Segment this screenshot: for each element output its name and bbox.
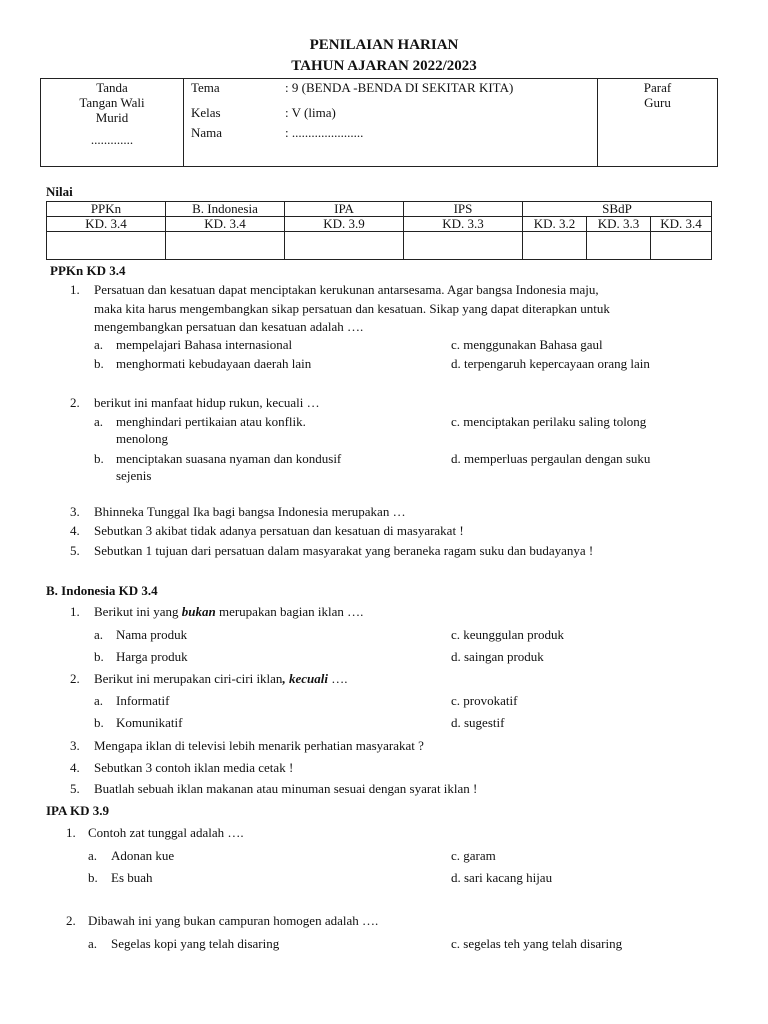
option-marker: b. [94,356,104,371]
sign-dots: ............. [90,132,134,147]
section-heading-ipa: IPA KD 3.9 [46,803,109,818]
question-text: Buatlah sebuah iklan makanan atau minuman sesuai dengan syarat iklan ! [94,781,478,796]
option-text: Komunikatif [116,715,183,730]
sign-label: Tanda [96,80,128,95]
option-marker: a. [94,627,104,642]
tema-value: : 9 (BENDA -BENDA DI SEKITAR KITA) [285,80,514,95]
identity-box [40,78,718,167]
option-text: d. sugestif [451,715,505,730]
page-subtitle: TAHUN AJARAN 2022/2023 [291,58,477,74]
nama-value: : ...................... [285,125,364,140]
kd-header: KD. 3.4 [651,217,712,232]
question-number: 5. [70,781,80,796]
nilai-label: Nilai [46,184,73,199]
question-text: mengembangkan persatuan dan kesatuan adalah …. [94,319,364,334]
kelas-value: : V (lima) [285,105,336,120]
kd-header: KD. 3.2 [523,217,587,232]
option-marker: b. [94,649,104,664]
option-text: Harga produk [116,649,188,664]
kd-header: KD. 3.9 [285,217,404,232]
kd-header: KD. 3.3 [404,217,523,232]
tema-label: Tema [191,80,220,95]
option-text: d. terpengaruh kepercayaan orang lain [451,356,650,371]
option-text: c. garam [451,848,496,863]
kd-header: KD. 3.3 [587,217,651,232]
question-number: 4. [70,523,80,538]
option-text: Adonan kue [111,848,175,863]
question-text: Dibawah ini yang bukan campuran homogen adalah …. [88,913,379,928]
section-heading-ppkn: PPKn KD 3.4 [50,263,126,278]
section-heading-bindo: B. Indonesia KD 3.4 [46,583,158,598]
question-text: Bhinneka Tunggal Ika bagi bangsa Indonesia merupakan … [94,504,406,519]
question-number: 4. [70,760,80,775]
question-text: Contoh zat tunggal adalah …. [88,825,244,840]
subject-header: IPA [285,202,404,217]
option-text: Nama produk [116,627,188,642]
score-cell[interactable] [651,232,712,260]
score-cell[interactable] [166,232,285,260]
question-number: 1. [70,604,80,619]
question-text: maka kita harus mengembangkan sikap persatuan dan kesatuan. Sikap yang dapat diterapkan untuk [94,301,610,316]
option-text: d. memperluas pergaulan dengan suku [451,451,651,466]
option-text: menghindari pertikaian atau konflik. [116,414,306,429]
option-marker: a. [94,414,104,429]
option-text: c. segelas teh yang telah disaring [451,936,623,951]
option-marker: a. [94,337,104,352]
score-cell[interactable] [523,232,587,260]
question-number: 5. [70,543,80,558]
question-text: Mengapa iklan di televisi lebih menarik perhatian masyarakat ? [94,738,424,753]
option-text: sejenis [116,468,152,483]
question-text: Sebutkan 3 akibat tidak adanya persatuan dan kesatuan di masyarakat ! [94,523,464,538]
score-cell[interactable] [404,232,523,260]
option-text: c. menciptakan perilaku saling tolong [451,414,647,429]
question-number: 1. [70,282,80,297]
kd-header: KD. 3.4 [47,217,166,232]
subject-header: PPKn [47,202,166,217]
subject-header: SBdP [523,202,712,217]
parent-signature-cell [41,79,184,167]
question-text: Persatuan dan kesatuan dapat menciptakan kerukunan antarsesama. Agar bangsa Indonesia maju, [94,282,599,297]
option-marker: b. [94,451,104,466]
option-text: d. saingan produk [451,649,544,664]
option-text: c. menggunakan Bahasa gaul [451,337,603,352]
option-text: Es buah [111,870,153,885]
score-table [46,201,712,260]
question-text: Berikut ini yang bukan merupakan bagian iklan …. [94,604,364,619]
question-text: Sebutkan 1 tujuan dari persatuan dalam masyarakat yang beraneka ragam suku dan budayanya ! [94,543,594,558]
paraf-label: Guru [644,95,671,110]
student-info-cell [184,79,598,167]
sign-label: Tangan Wali [79,95,145,110]
question-text: berikut ini manfaat hidup rukun, kecuali … [94,395,320,410]
question-text: Sebutkan 3 contoh iklan media cetak ! [94,760,294,775]
page-title: PENILAIAN HARIAN [309,37,459,53]
option-text: menghormati kebudayaan daerah lain [116,356,312,371]
option-text: menciptakan suasana nyaman dan kondusif [116,451,342,466]
option-text: Segelas kopi yang telah disaring [111,936,280,951]
option-text: c. provokatif [451,693,518,708]
question-number: 3. [70,738,80,753]
option-text: d. sari kacang hijau [451,870,553,885]
option-marker: a. [94,693,104,708]
sign-label: Murid [95,110,129,125]
kd-header: KD. 3.4 [166,217,285,232]
nama-label: Nama [191,125,223,140]
score-cell[interactable] [285,232,404,260]
score-cell[interactable] [587,232,651,260]
option-marker: a. [88,936,98,951]
subject-header: B. Indonesia [166,202,285,217]
option-marker: b. [88,870,98,885]
question-number: 3. [70,504,80,519]
option-text: mempelajari Bahasa internasional [116,337,293,352]
question-number: 1. [66,825,76,840]
paraf-label: Paraf [643,80,672,95]
option-text: c. keunggulan produk [451,627,565,642]
score-cell[interactable] [47,232,166,260]
question-number: 2. [70,671,80,686]
teacher-initial-cell [598,79,718,167]
question-number: 2. [66,913,76,928]
option-text: Informatif [116,693,170,708]
kelas-label: Kelas [191,105,221,120]
option-marker: a. [88,848,98,863]
question-text: Berikut ini merupakan ciri-ciri iklan, kecuali …. [94,671,348,686]
question-number: 2. [70,395,80,410]
option-marker: b. [94,715,104,730]
option-text: menolong [116,431,168,446]
subject-header: IPS [404,202,523,217]
